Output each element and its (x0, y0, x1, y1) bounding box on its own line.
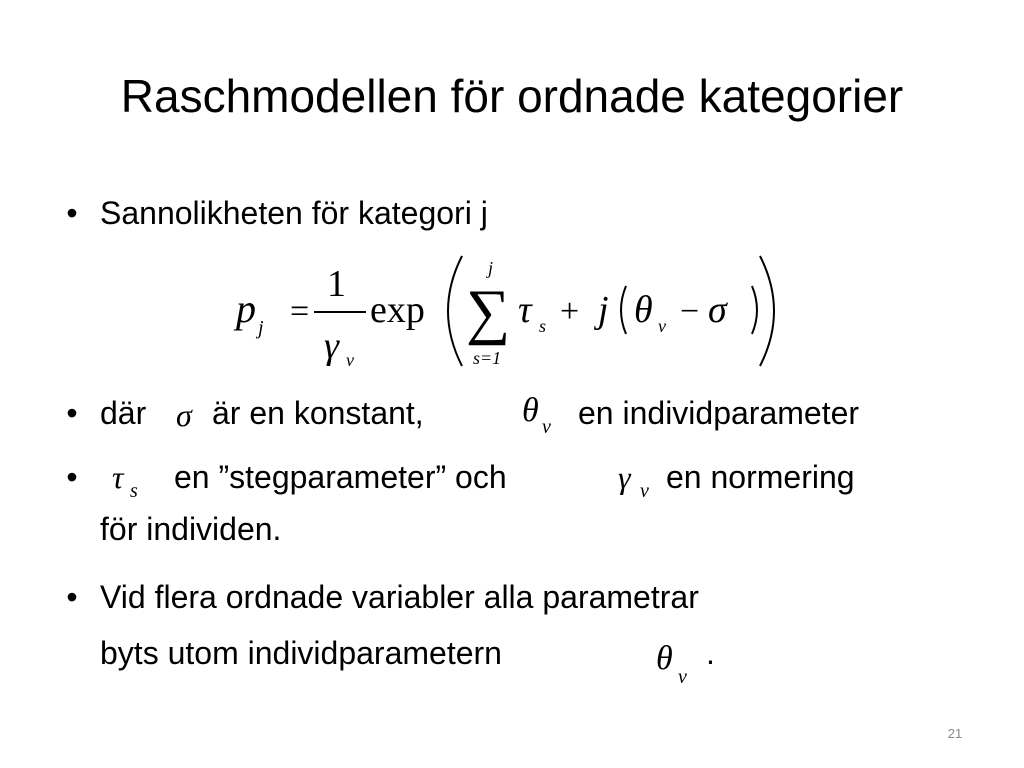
bullet-1 (66, 190, 488, 236)
bullet-1-text: Sannolikheten för kategori j (100, 195, 488, 231)
formula-numerator: 1 (327, 263, 346, 305)
outer-right-paren (760, 256, 774, 366)
bullet-2-text-b: är en konstant, (212, 395, 424, 431)
bullet-4-line-1: Vid flera ordnade variabler alla parametrar (100, 579, 699, 615)
bullet-3-text-a: en ”stegparameter” och (174, 459, 507, 495)
formula-minus: − (680, 293, 700, 330)
slide-title: Raschmodellen för ordnade kategorier (120, 70, 904, 122)
probability-formula (230, 250, 800, 372)
page-number: 21 (947, 726, 963, 741)
inner-left-paren (621, 286, 626, 334)
inner-right-paren (752, 286, 757, 334)
summation-sign: ∑ (466, 278, 511, 346)
formula-theta: θ (634, 289, 653, 331)
bullet-3-text-b: en normering (666, 459, 855, 495)
formula-sub-j: j (258, 317, 264, 339)
theta-symbol: θ (522, 392, 539, 429)
formula-gamma-sub: v (346, 350, 354, 370)
bullet-2-text-a: där (100, 395, 147, 431)
formula-theta-sub: v (658, 316, 666, 336)
formula-plus: + (560, 293, 580, 330)
bullet-marker: • (66, 579, 78, 615)
formula-p: p (236, 286, 256, 331)
bullet-3 (66, 454, 980, 554)
bullet-2-text-c: en individparameter (578, 395, 860, 431)
formula-sigma: σ (708, 289, 727, 331)
sigma-symbol: σ (176, 397, 192, 433)
gamma-subscript: v (640, 480, 649, 502)
bullet-marker: • (66, 395, 78, 431)
bullet-3-text-c: för individen. (100, 511, 282, 547)
sum-lower-limit: s=1 (473, 348, 502, 368)
sum-upper-limit: j (488, 258, 494, 278)
formula-tau-sub: s (539, 316, 547, 336)
gamma-symbol: γ (618, 459, 631, 495)
tau-subscript: s (130, 480, 138, 502)
theta-subscript: v (678, 666, 687, 688)
theta-symbol: θ (656, 640, 673, 677)
theta-subscript: v (542, 416, 551, 438)
tau-symbol: τ (112, 459, 124, 495)
bullet-marker: • (66, 195, 78, 231)
formula-tau: τ (518, 289, 532, 331)
bullet-marker: • (66, 459, 78, 495)
formula-exp: exp (370, 289, 425, 331)
formula-j: j (598, 289, 609, 331)
bullet-2 (66, 390, 1000, 438)
bullet-4-period: . (706, 635, 715, 671)
outer-left-paren (448, 256, 462, 366)
bullet-4-line-2: byts utom individparametern (100, 635, 502, 671)
formula-gamma: γ (324, 325, 339, 367)
bullet-4 (66, 574, 980, 688)
formula-equals: = (290, 293, 310, 330)
